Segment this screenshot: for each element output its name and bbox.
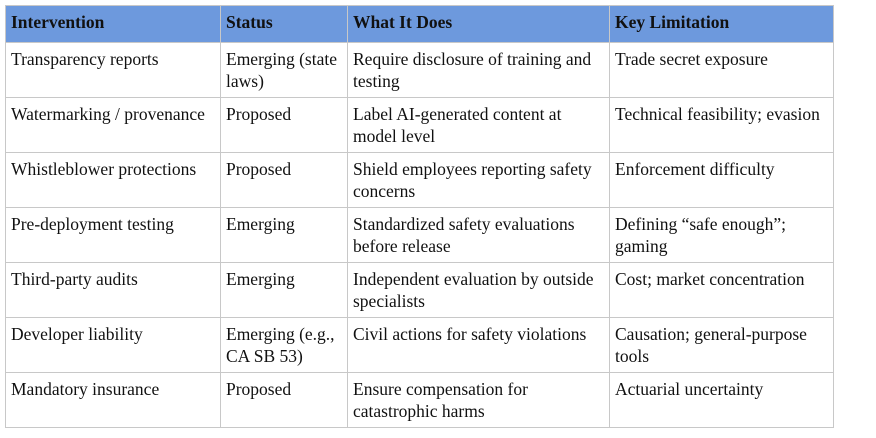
cell-key-limitation: Defining “safe enough”; gaming bbox=[610, 208, 834, 263]
cell-key-limitation: Enforcement difficulty bbox=[610, 153, 834, 208]
table-row bbox=[6, 98, 834, 153]
header-status: Status bbox=[221, 6, 348, 43]
cell-key-limitation: Actuarial uncertainty bbox=[610, 373, 834, 428]
header-row bbox=[6, 6, 834, 43]
cell-key-limitation: Trade secret exposure bbox=[610, 43, 834, 98]
header-key-limitation: Key Limitation bbox=[610, 6, 834, 43]
header-intervention: Intervention bbox=[6, 6, 221, 43]
cell-intervention: Developer liability bbox=[6, 318, 221, 373]
cell-status: Proposed bbox=[221, 153, 348, 208]
cell-key-limitation: Technical feasibility; evasion bbox=[610, 98, 834, 153]
table-body bbox=[6, 43, 834, 428]
cell-status: Emerging bbox=[221, 263, 348, 318]
cell-status: Emerging (e.g., CA SB 53) bbox=[221, 318, 348, 373]
table-row bbox=[6, 263, 834, 318]
table-header bbox=[6, 6, 834, 43]
table-row bbox=[6, 373, 834, 428]
cell-what-it-does: Civil actions for safety violations bbox=[348, 318, 610, 373]
table-row bbox=[6, 43, 834, 98]
cell-what-it-does: Require disclosure of training and testing bbox=[348, 43, 610, 98]
cell-status: Emerging bbox=[221, 208, 348, 263]
table-row bbox=[6, 153, 834, 208]
cell-status: Proposed bbox=[221, 373, 348, 428]
cell-key-limitation: Cost; market concentration bbox=[610, 263, 834, 318]
cell-intervention: Mandatory insurance bbox=[6, 373, 221, 428]
cell-key-limitation: Causation; general-purpose tools bbox=[610, 318, 834, 373]
cell-intervention: Watermarking / provenance bbox=[6, 98, 221, 153]
cell-what-it-does: Shield employees reporting safety concerns bbox=[348, 153, 610, 208]
cell-intervention: Pre-deployment testing bbox=[6, 208, 221, 263]
cell-intervention: Whistleblower protections bbox=[6, 153, 221, 208]
cell-what-it-does: Ensure compensation for catastrophic harms bbox=[348, 373, 610, 428]
cell-what-it-does: Independent evaluation by outside specialists bbox=[348, 263, 610, 318]
cell-what-it-does: Standardized safety evaluations before release bbox=[348, 208, 610, 263]
cell-what-it-does: Label AI-generated content at model level bbox=[348, 98, 610, 153]
cell-intervention: Third-party audits bbox=[6, 263, 221, 318]
cell-status: Emerging (state laws) bbox=[221, 43, 348, 98]
table-row bbox=[6, 208, 834, 263]
header-what-it-does: What It Does bbox=[348, 6, 610, 43]
cell-status: Proposed bbox=[221, 98, 348, 153]
interventions-table bbox=[5, 5, 834, 428]
cell-intervention: Transparency reports bbox=[6, 43, 221, 98]
table-row bbox=[6, 318, 834, 373]
